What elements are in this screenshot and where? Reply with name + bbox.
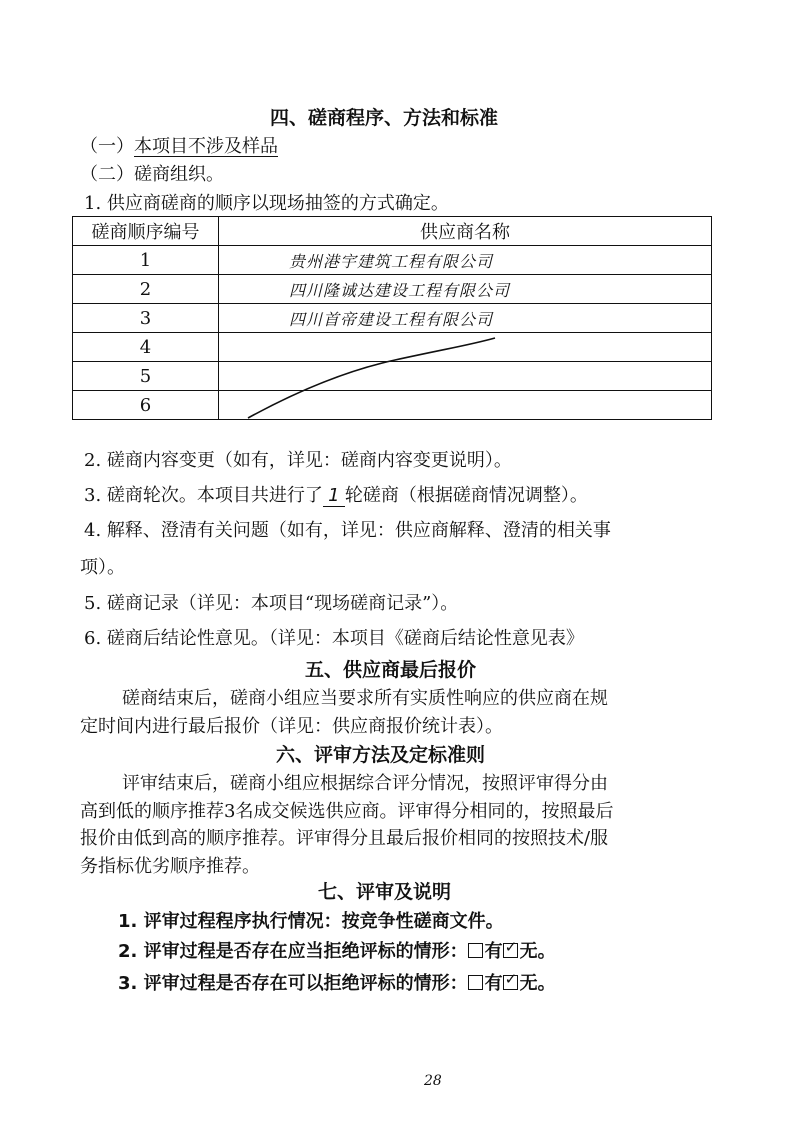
row-order-no: 2 (73, 275, 219, 304)
item2-line: （二）磋商组织。 (80, 164, 224, 185)
section6-line2: 高到低的顺序推荐3名成交候选供应商。评审得分相同的，按照最后 (80, 801, 614, 822)
row-order-no: 6 (73, 391, 219, 420)
section4-heading: 四、磋商程序、方法和标准 (270, 107, 499, 129)
item1-text: 本项目不涉及样品 (134, 136, 278, 157)
para-5: 5. 磋商记录（详见：本项目“现场磋商记录”）。 (84, 593, 459, 614)
row-supplier-name: 四川隆诚达建设工程有限公司 (219, 275, 712, 304)
section6-line3: 报价由低到高的顺序推荐。评审得分且最后报价相同的按照技术/服 (80, 828, 609, 849)
review-item-3 (118, 969, 556, 995)
para-6: 6. 磋商后结论性意见。（详见：本项目《磋商后结论性意见表》 (84, 628, 584, 649)
para-3-text-b: 轮磋商（根据磋商情况调整）。 (344, 485, 588, 506)
review-item-3-text: 3. 评审过程是否存在可以拒绝评标的情形： (118, 973, 468, 994)
option-yes-label: 有 (484, 941, 503, 962)
header-order-no: 磋商顺序编号 (73, 217, 219, 246)
review-item-1: 1. 评审过程程序执行情况：按竞争性磋商文件。 (118, 911, 504, 932)
row-order-no: 4 (73, 333, 219, 362)
para-3 (84, 481, 588, 507)
para-4-line2: 项）。 (80, 557, 125, 578)
page-number: 28 (424, 1073, 442, 1089)
para-1: 1. 供应商磋商的顺序以现场抽签的方式确定。 (84, 193, 449, 214)
row-supplier-name: 四川首帝建设工程有限公司 (219, 304, 712, 333)
checkbox-yes-icon (468, 943, 483, 958)
option-no-label: 无。 (519, 973, 556, 994)
section6-line4: 务指标优劣顺序推荐。 (80, 856, 260, 877)
checkbox-yes-icon (468, 975, 483, 990)
rounds-count: 1 (323, 485, 345, 507)
section7-heading: 七、评审及说明 (318, 881, 452, 903)
review-item-2-text: 2. 评审过程是否存在应当拒绝评标的情形： (118, 941, 468, 962)
section6-heading: 六、评审方法及定标准则 (276, 744, 486, 766)
checkbox-checked-icon (503, 943, 518, 958)
para-2: 2. 磋商内容变更（如有，详见：磋商内容变更说明）。 (84, 450, 512, 471)
row-order-no: 3 (73, 304, 219, 333)
row-order-no: 5 (73, 362, 219, 391)
review-item-2 (118, 937, 556, 963)
header-supplier-name: 供应商名称 (219, 217, 712, 246)
section5-line2: 定时间内进行最后报价（详见：供应商报价统计表）。 (80, 716, 503, 737)
item1-prefix: （一） (80, 136, 134, 157)
section6-line1: 评审结束后，磋商小组应根据综合评分情况，按照评审得分由 (122, 773, 608, 794)
row-order-no: 1 (73, 246, 219, 275)
para-3-text-a: 3. 磋商轮次。本项目共进行了 (84, 485, 323, 506)
section5-line1: 磋商结束后，磋商小组应当要求所有实质性响应的供应商在规 (122, 688, 608, 709)
para-4-line1: 4. 解释、澄清有关问题（如有，详见：供应商解释、澄清的相关事 (84, 520, 611, 541)
option-no-label: 无。 (519, 941, 556, 962)
checkbox-checked-icon (503, 975, 518, 990)
option-yes-label: 有 (484, 973, 503, 994)
row-supplier-name: 贵州港宇建筑工程有限公司 (219, 246, 712, 275)
section5-heading: 五、供应商最后报价 (305, 659, 477, 681)
